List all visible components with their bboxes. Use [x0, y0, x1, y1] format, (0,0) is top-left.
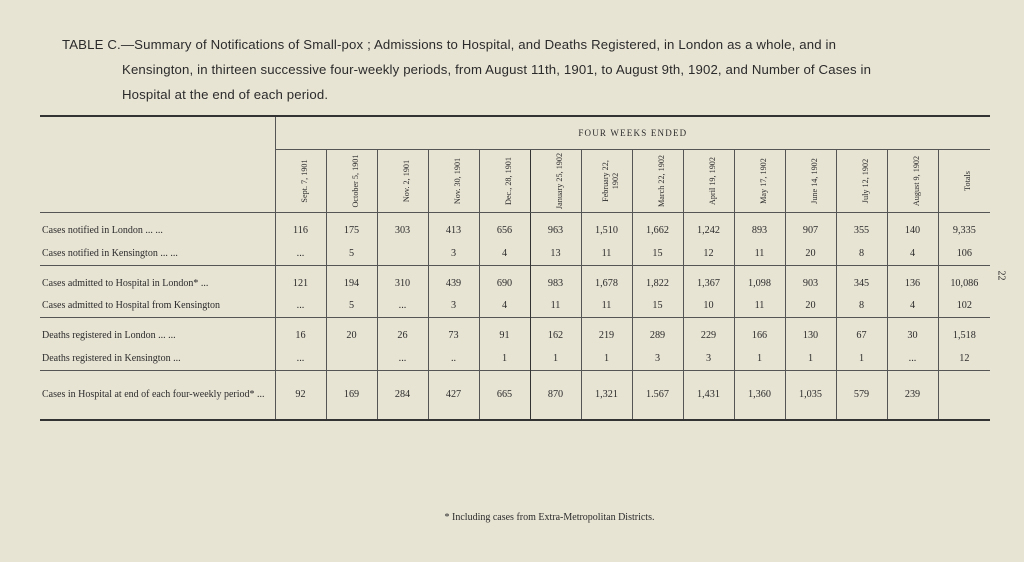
table-cell: 20 [785, 242, 836, 265]
column-header [326, 150, 377, 213]
column-header-label: October 5, 1901 [350, 154, 360, 208]
table-cell: 579 [836, 377, 887, 413]
table-cell: 1 [734, 347, 785, 370]
table-cell: 3 [428, 295, 479, 318]
table-cell: 175 [326, 219, 377, 242]
table-cell: 130 [785, 324, 836, 347]
column-header-label: Nov. 2, 1901 [401, 159, 411, 203]
table-row [40, 219, 990, 242]
table-cell: 983 [530, 272, 581, 295]
table-row [40, 377, 990, 413]
table-cell: 26 [377, 324, 428, 347]
column-header [683, 150, 734, 213]
column-header-label: Dec., 28, 1901 [503, 157, 513, 205]
table-cell: 1,098 [734, 272, 785, 295]
table-cell: 1,242 [683, 219, 734, 242]
table-cell: 665 [479, 377, 530, 413]
table-cell: 1,321 [581, 377, 632, 413]
table-cell: 11 [581, 295, 632, 318]
column-header [734, 150, 785, 213]
row-label: Cases admitted to Hospital from Kensington [42, 300, 221, 312]
column-header-label: March 22, 1902 [656, 154, 666, 208]
row-label: Deaths registered in Kensington ... [42, 352, 181, 364]
table-cell: 963 [530, 219, 581, 242]
caption-line-2: Kensington, in thirteen successive four-weekly periods, from August 11th, 1901, to August 9th, 1902, and Number of Cases in [122, 62, 872, 77]
table-cell: 1,431 [683, 377, 734, 413]
table-cell: 20 [326, 324, 377, 347]
table-cell: 1.567 [632, 377, 683, 413]
table-cell: 16 [275, 324, 326, 347]
table-row [40, 295, 990, 318]
table-cell: 903 [785, 272, 836, 295]
table-cell: 10,086 [938, 272, 990, 295]
table-cell: 1,662 [632, 219, 683, 242]
table-cell: 106 [938, 242, 990, 265]
column-header [836, 150, 887, 213]
table-cell: 3 [632, 347, 683, 370]
column-header-label: July 12, 1902 [860, 158, 870, 204]
table-cell: 30 [887, 324, 938, 347]
table-cell: 12 [938, 347, 990, 370]
column-header-label: Totals [962, 171, 972, 191]
table-cell: 13 [530, 242, 581, 265]
table-cell: 1,678 [581, 272, 632, 295]
table-cell: 4 [479, 295, 530, 318]
column-header-label: August 9, 1902 [911, 155, 921, 207]
table-cell: 11 [734, 242, 785, 265]
row-label: Cases in Hospital at end of each four-weekly period* ... [42, 389, 265, 400]
table-cell: 1 [479, 347, 530, 370]
table-cell: 67 [836, 324, 887, 347]
table-cell: 1,035 [785, 377, 836, 413]
row-label: Cases notified in London ... ... [42, 225, 163, 236]
column-header-label: May 17, 1902 [758, 158, 768, 204]
table-cell: .. [428, 347, 479, 370]
table-cell: 303 [377, 219, 428, 242]
table-cell: 1 [836, 347, 887, 370]
table-row [40, 272, 990, 295]
table-cell: 121 [275, 272, 326, 295]
table-cell: 11 [734, 295, 785, 318]
table-cell: 169 [326, 377, 377, 413]
table-cell: 1 [530, 347, 581, 370]
table-cell [326, 347, 377, 370]
table-cell: 1,822 [632, 272, 683, 295]
column-header [938, 150, 990, 213]
column-header [428, 150, 479, 213]
table-cell: 439 [428, 272, 479, 295]
table-row [40, 242, 990, 265]
table-cell: 116 [275, 219, 326, 242]
table-caption [62, 32, 982, 107]
table-cell [938, 377, 990, 413]
table-cell: ... [377, 347, 428, 370]
table-cell [377, 242, 428, 265]
table-cell: 1,367 [683, 272, 734, 295]
group-header: FOUR WEEKS ENDED [275, 116, 990, 150]
table-cell: ... [887, 347, 938, 370]
table-cell: 219 [581, 324, 632, 347]
table-cell: 194 [326, 272, 377, 295]
table-cell: 907 [785, 219, 836, 242]
table-cell: 8 [836, 242, 887, 265]
table-cell: ... [275, 295, 326, 318]
page-number: 22 [995, 270, 1007, 281]
table-cell: 427 [428, 377, 479, 413]
row-label: Cases admitted to Hospital in London* ... [42, 277, 209, 289]
column-header-label: Nov. 30, 1901 [452, 157, 462, 205]
table-cell: 91 [479, 324, 530, 347]
table-cell: ... [377, 295, 428, 318]
table-cell: 3 [428, 242, 479, 265]
table-cell: 690 [479, 272, 530, 295]
table-body [40, 213, 990, 420]
table-cell: 1 [581, 347, 632, 370]
table-cell: 166 [734, 324, 785, 347]
column-header [887, 150, 938, 213]
table-row [40, 324, 990, 347]
table-cell: 4 [887, 242, 938, 265]
table-cell: 20 [785, 295, 836, 318]
caption-line-1: TABLE C.—Summary of Notifications of Small-pox ; Admissions to Hospital, and Deaths Registered, in London as a whole, and in [62, 37, 837, 52]
table-cell: 11 [530, 295, 581, 318]
table-cell: 3 [683, 347, 734, 370]
table-cell: 284 [377, 377, 428, 413]
table-cell: ... [275, 242, 326, 265]
table-cell: 289 [632, 324, 683, 347]
column-header [581, 150, 632, 213]
table-cell: 8 [836, 295, 887, 318]
table-cell: 10 [683, 295, 734, 318]
table-cell: 9,335 [938, 219, 990, 242]
table-cell: 310 [377, 272, 428, 295]
table-row [40, 347, 990, 370]
table-cell: 893 [734, 219, 785, 242]
table-cell: 239 [887, 377, 938, 413]
column-header [632, 150, 683, 213]
column-header-label: February 22, 1902 [600, 160, 620, 202]
column-header-label: June 14, 1902 [809, 158, 819, 204]
column-header-label: Sept. 7, 1901 [299, 159, 309, 203]
caption-line-3: Hospital at the end of each period. [122, 87, 329, 102]
table-cell: 12 [683, 242, 734, 265]
table-cell: 140 [887, 219, 938, 242]
table-cell: 1,360 [734, 377, 785, 413]
table-cell: 73 [428, 324, 479, 347]
table-cell: 15 [632, 242, 683, 265]
table-cell: 345 [836, 272, 887, 295]
table-cell: 870 [530, 377, 581, 413]
table-cell: 1 [785, 347, 836, 370]
table-cell: 15 [632, 295, 683, 318]
table-cell: 1,518 [938, 324, 990, 347]
table-cell: 11 [581, 242, 632, 265]
row-label: Deaths registered in London ... ... [42, 330, 176, 341]
table-cell: 162 [530, 324, 581, 347]
table-cell: 5 [326, 242, 377, 265]
row-label: Cases notified in Kensington ... ... [42, 247, 178, 259]
table-cell: 656 [479, 219, 530, 242]
table-cell: 102 [938, 295, 990, 318]
column-header [530, 150, 581, 213]
table-cell: 355 [836, 219, 887, 242]
table-cell: 1,510 [581, 219, 632, 242]
table-cell: 4 [479, 242, 530, 265]
smallpox-summary-table [40, 115, 990, 421]
column-header-label: April 19, 1902 [707, 157, 717, 205]
table-cell: 413 [428, 219, 479, 242]
table-cell: 5 [326, 295, 377, 318]
summary-table-container [40, 115, 990, 421]
label-header-cell [40, 116, 275, 213]
table-cell: 4 [887, 295, 938, 318]
column-header [275, 150, 326, 213]
table-cell: 136 [887, 272, 938, 295]
table-cell: 229 [683, 324, 734, 347]
footnote: * Including cases from Extra-Metropolitan Districts. [444, 512, 655, 523]
column-header [377, 150, 428, 213]
table-cell: ... [275, 347, 326, 370]
column-header-label: January 25, 1902 [554, 152, 564, 210]
column-header [479, 150, 530, 213]
column-header [785, 150, 836, 213]
table-cell: 92 [275, 377, 326, 413]
